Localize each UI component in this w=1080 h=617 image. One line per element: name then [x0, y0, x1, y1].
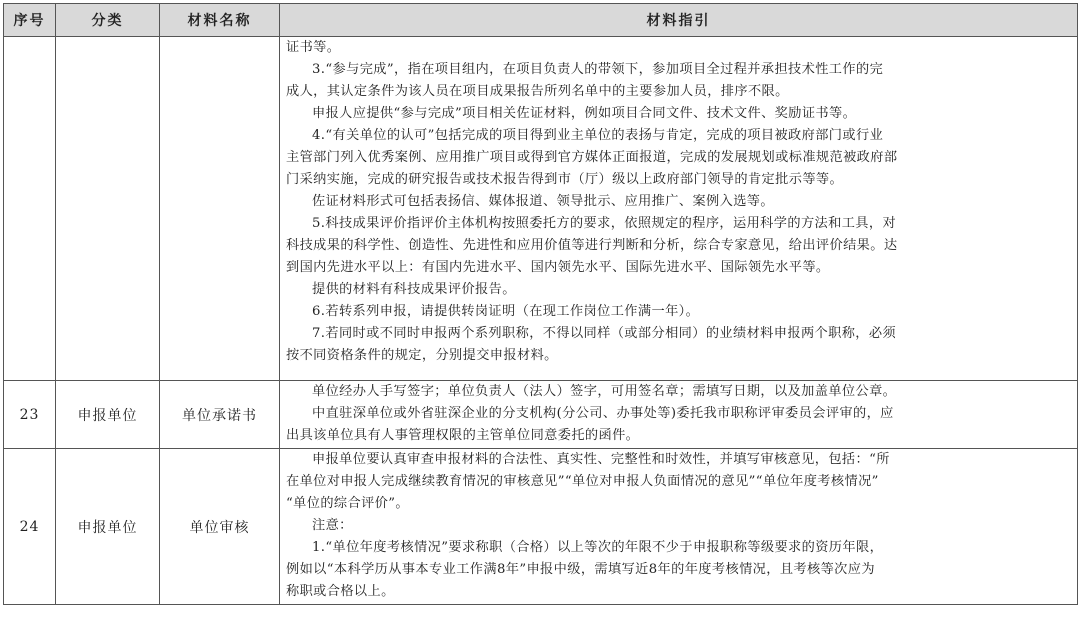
- guide-line: 4.“有关单位的认可”包括完成的项目得到业主单位的表扬与肯定，完成的项目被政府部门或行业: [312, 128, 884, 143]
- guide-line: 1.“单位年度考核情况”要求称职（合格）以上等次的年限不少于申报职称等级要求的资历年限，: [312, 540, 884, 555]
- header-no: 序号: [4, 4, 56, 37]
- guide-line: 成人，其认定条件为该人员在项目成果报告所列名单中的主要参加人员，排序不限。: [286, 84, 789, 99]
- guide-line: 3.“参与完成”，指在项目组内，在项目负责人的带领下，参加项目全过程并承担技术性工作的完: [312, 62, 884, 77]
- guide-line: 佐证材料形式可包括表扬信、媒体报道、领导批示、应用推广、案例入选等。: [312, 194, 774, 209]
- row-category: 申报单位: [56, 449, 160, 605]
- guide-line: 出具该单位具有人事管理权限的主管单位同意委托的函件。: [286, 428, 640, 443]
- guide-line: 科技成果的科学性、创造性、先进性和应用价值等进行判断和分析，综合专家意见，给出评价结果。达: [286, 238, 898, 253]
- row-guide: [280, 449, 1078, 605]
- header-material-guide: 材料指引: [280, 4, 1078, 37]
- row-material-name: 单位承诺书: [160, 381, 280, 449]
- row-no: 23: [4, 381, 56, 449]
- table-row: [4, 449, 1078, 605]
- guide-line: 申报人应提供“参与完成”项目相关佐证材料，例如项目合同文件、技术文件、奖励证书等。: [312, 106, 857, 121]
- guide-line: 主管部门列入优秀案例、应用推广项目或得到官方媒体正面报道，完成的发展规划或标准规范被政府部: [286, 150, 898, 165]
- header-category: 分类: [56, 4, 160, 37]
- row-category: 申报单位: [56, 381, 160, 449]
- row-no: [4, 37, 56, 381]
- row-category: [56, 37, 160, 381]
- row-guide: [280, 37, 1078, 381]
- guide-line: 按不同资格条件的规定，分别提交申报材料。: [286, 348, 558, 363]
- guide-line: 提供的材料有科技成果评价报告。: [312, 282, 516, 297]
- row-guide: [280, 381, 1078, 449]
- guide-line: 单位经办人手写签字；单位负责人（法人）签字，可用签名章；需填写日期，以及加盖单位公章。: [312, 384, 897, 399]
- header-material-name: 材料名称: [160, 4, 280, 37]
- table-row: [4, 381, 1078, 449]
- guide-line: 例如以“本科学历从事本专业工作满8年”申报中级，需填写近8年的年度考核情况，且考核等次应为: [286, 562, 875, 577]
- guide-line: 6.若转系列申报，请提供转岗证明（在现工作岗位工作满一年）。: [312, 304, 700, 319]
- guide-line: “单位的综合评价”。: [286, 496, 409, 511]
- guide-line: 在单位对申报人完成继续教育情况的审核意见”“单位对申报人负面情况的意见”“单位年度考核情况”: [286, 474, 879, 489]
- row-no: 24: [4, 449, 56, 605]
- guide-line: 申报单位要认真审查申报材料的合法性、真实性、完整性和时效性，并填写审核意见，包括：“所: [312, 452, 890, 467]
- guide-line: 5.科技成果评价指评价主体机构按照委托方的要求，依照规定的程序，运用科学的方法和工具，对: [312, 216, 897, 231]
- guide-line: 7.若同时或不同时申报两个系列职称，不得以同样（或部分相同）的业绩材料申报两个职称，必须: [312, 326, 897, 341]
- table-header-row: [4, 4, 1078, 37]
- row-material-name: [160, 37, 280, 381]
- guide-line: 中直驻深单位或外省驻深企业的分支机构(分公司、办事处等)委托我市职称评审委员会评审的，应: [312, 406, 894, 421]
- guide-line: 称职或合格以上。: [286, 584, 395, 599]
- guide-line: 注意：: [312, 518, 353, 533]
- guide-line: 门采纳实施，完成的研究报告或技术报告得到市（厅）级以上政府部门领导的肯定批示等等。: [286, 172, 844, 187]
- materials-table: [3, 3, 1078, 605]
- guide-line: 到国内先进水平以上：有国内先进水平、国内领先水平、国际先进水平、国际领先水平等。: [286, 260, 830, 275]
- table-row: [4, 37, 1078, 381]
- row-material-name: 单位审核: [160, 449, 280, 605]
- guide-line: 证书等。: [286, 40, 341, 55]
